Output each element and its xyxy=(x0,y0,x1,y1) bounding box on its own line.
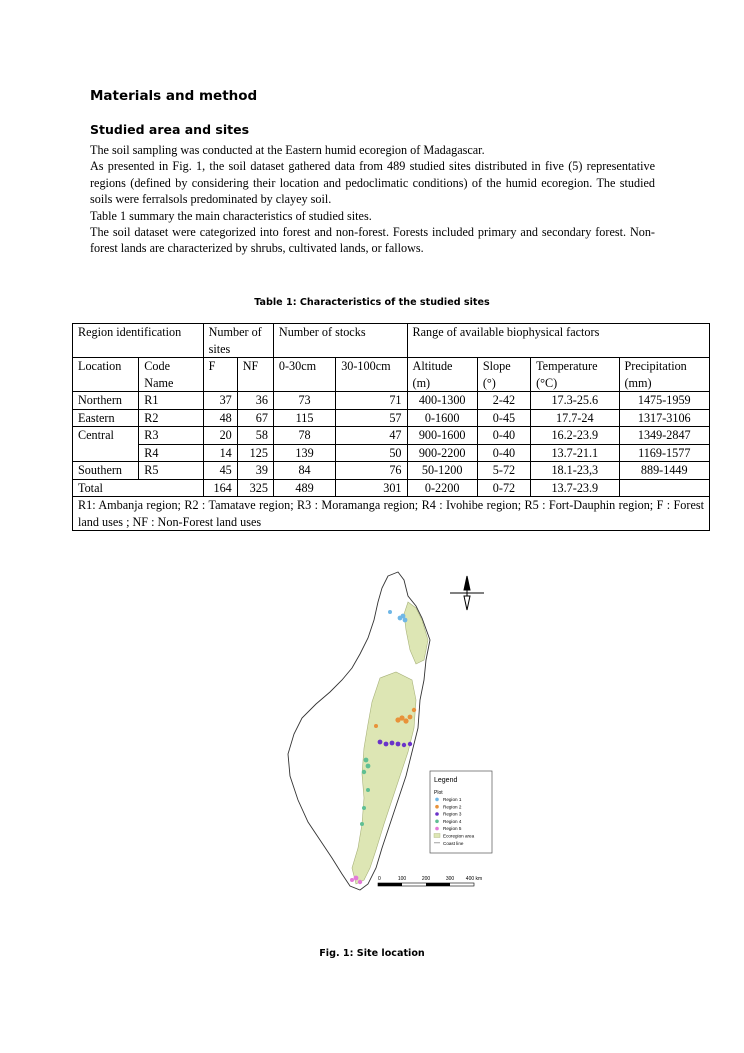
cell-temperature: 13.7-21.1 xyxy=(531,444,619,462)
header-number-of-sites: Number of sites xyxy=(203,324,273,358)
legend-label: Region 4 xyxy=(443,818,462,824)
scale-label: 400 km xyxy=(465,876,483,882)
legend-swatch xyxy=(435,820,439,824)
cell-location: Eastern xyxy=(73,409,139,427)
cell-nf: 39 xyxy=(237,462,273,480)
cell-precipitation: 889-1449 xyxy=(619,462,710,480)
cell-stock-2: 47 xyxy=(336,427,407,445)
header-precipitation: Precipitation (mm) xyxy=(619,358,710,392)
cell-f: 164 xyxy=(203,479,237,497)
header-location: Location xyxy=(73,358,139,392)
header-range-factors: Range of available biophysical factors xyxy=(407,324,709,358)
cell-temperature: 17.3-25.6 xyxy=(531,392,619,410)
scale-label: 300 xyxy=(445,876,455,882)
north-arrow-icon xyxy=(450,576,484,610)
table-row xyxy=(73,427,710,445)
cell-location: Northern xyxy=(73,392,139,410)
cell-code: R3 xyxy=(139,427,203,445)
cell-precipitation: 1317-3106 xyxy=(619,409,710,427)
cell-f: 45 xyxy=(203,462,237,480)
legend-label: Region 2 xyxy=(443,804,462,810)
table-row xyxy=(73,462,710,480)
header-altitude: Altitude (m) xyxy=(407,358,477,392)
cell-stock-1: 139 xyxy=(273,444,335,462)
header-depth-1: 0-30cm xyxy=(273,358,335,392)
cell-altitude: 0-2200 xyxy=(407,479,477,497)
legend-swatch xyxy=(435,798,439,802)
cell-stock-2: 71 xyxy=(336,392,407,410)
header-region-identification: Region identification xyxy=(73,324,204,358)
cell-temperature: 17.7-24 xyxy=(531,409,619,427)
table-header-row xyxy=(73,324,710,358)
figure-caption: Fig. 1: Site location xyxy=(319,948,425,959)
header-code-name: Code Name xyxy=(139,358,203,392)
header-f: F xyxy=(203,358,237,392)
cell-code: R4 xyxy=(139,444,203,462)
table-subheader-row xyxy=(73,358,710,392)
cell-slope: 0-40 xyxy=(477,444,530,462)
cell-f: 14 xyxy=(203,444,237,462)
scale-label: 0 xyxy=(378,876,381,882)
cell-nf: 325 xyxy=(237,479,273,497)
cell-stock-2: 57 xyxy=(336,409,407,427)
cell-precipitation: 1475-1959 xyxy=(619,392,710,410)
cell-precipitation: 1169-1577 xyxy=(619,444,710,462)
scale-bar xyxy=(378,883,474,886)
legend-label: Region 1 xyxy=(443,797,462,802)
cell-slope: 0-45 xyxy=(477,409,530,427)
characteristics-table xyxy=(72,323,710,531)
table-row xyxy=(73,392,710,410)
scale-label: 200 xyxy=(421,876,431,882)
cell-altitude: 900-2200 xyxy=(407,444,477,462)
subsection-title: Studied area and sites xyxy=(90,122,250,137)
legend-label: Coast line xyxy=(443,840,464,846)
table-caption: Table 1: Characteristics of the studied sites xyxy=(254,297,490,308)
cell-location: Central xyxy=(73,427,139,445)
header-number-of-stocks: Number of stocks xyxy=(273,324,407,358)
table-row xyxy=(73,444,710,462)
cell-nf: 67 xyxy=(237,409,273,427)
cell-stock-1: 84 xyxy=(273,462,335,480)
paragraph: The soil dataset were categorized into forest and non-forest. Forests included primary and secondary forest. Non-forest lands are characterized by shrubs, cultivated lands, or fallows. xyxy=(90,225,655,256)
cell-f: 48 xyxy=(203,409,237,427)
cell-stock-2: 50 xyxy=(336,444,407,462)
legend-swatch xyxy=(435,812,439,816)
cell-stock-1: 78 xyxy=(273,427,335,445)
cell-stock-2: 301 xyxy=(336,479,407,497)
cell-temperature: 16.2-23.9 xyxy=(531,427,619,445)
cell-location: Southern xyxy=(73,462,139,480)
legend-swatch xyxy=(435,827,439,831)
cell-stock-1: 73 xyxy=(273,392,335,410)
cell-nf: 36 xyxy=(237,392,273,410)
table-row xyxy=(73,409,710,427)
cell-code: R1 xyxy=(139,392,203,410)
cell-altitude: 0-1600 xyxy=(407,409,477,427)
cell-altitude: 50-1200 xyxy=(407,462,477,480)
legend-label: Ecoregion area xyxy=(443,833,475,839)
paragraph: The soil sampling was conducted at the Eastern humid ecoregion of Madagascar. xyxy=(90,143,485,157)
cell-temperature: 18.1-23,3 xyxy=(531,462,619,480)
table-footnote: R1: Ambanja region; R2 : Tamatave region; R3 : Moramanga region; R4 : Ivohibe region; R5 : Fort-Dauphin region; F : Forest land uses ; NF : Non-Forest land uses xyxy=(73,497,710,531)
cell-precipitation: 1349-2847 xyxy=(619,427,710,445)
cell-altitude: 900-1600 xyxy=(407,427,477,445)
table-footnote-row xyxy=(73,497,710,531)
cell-slope: 2-42 xyxy=(477,392,530,410)
cell-code: R2 xyxy=(139,409,203,427)
cell-stock-1: 489 xyxy=(273,479,335,497)
header-depth-2: 30-100cm xyxy=(336,358,407,392)
table-total-row xyxy=(73,479,710,497)
cell-total-label: Total xyxy=(73,479,204,497)
legend-subtitle: Plot xyxy=(434,790,443,796)
cell-slope: 5-72 xyxy=(477,462,530,480)
paragraph: Table 1 summary the main characteristics of studied sites. xyxy=(90,208,372,223)
header-slope: Slope (°) xyxy=(477,358,530,392)
legend-label: Region 5 xyxy=(443,826,462,832)
cell-altitude: 400-1300 xyxy=(407,392,477,410)
cell-precipitation xyxy=(619,479,710,497)
paragraph: As presented in Fig. 1, the soil dataset gathered data from 489 studied sites distributed in five (5) representative regions (defined by considering their location and pedoclimatic conditions) of the humid ecoregion. The studied soils were ferralsols predominated by clayey soil. xyxy=(90,159,655,207)
cell-f: 20 xyxy=(203,427,237,445)
legend-title: Legend xyxy=(434,777,458,784)
legend-label: Region 3 xyxy=(443,811,462,817)
cell-nf: 58 xyxy=(237,427,273,445)
header-nf: NF xyxy=(237,358,273,392)
cell-location xyxy=(73,444,139,462)
cell-temperature: 13.7-23.9 xyxy=(531,479,619,497)
section-title: Materials and method xyxy=(90,88,258,104)
cell-nf: 125 xyxy=(237,444,273,462)
cell-slope: 0-40 xyxy=(477,427,530,445)
cell-stock-1: 115 xyxy=(273,409,335,427)
scale-label: 100 xyxy=(397,876,407,882)
scale-labels xyxy=(378,876,482,882)
cell-code: R5 xyxy=(139,462,203,480)
body-text xyxy=(90,142,655,257)
legend-swatch xyxy=(434,834,440,838)
cell-slope: 0-72 xyxy=(477,479,530,497)
header-temperature: Temperature (°C) xyxy=(531,358,619,392)
legend-swatch xyxy=(435,805,439,809)
cell-stock-2: 76 xyxy=(336,462,407,480)
site-location-map xyxy=(280,568,510,908)
cell-f: 37 xyxy=(203,392,237,410)
